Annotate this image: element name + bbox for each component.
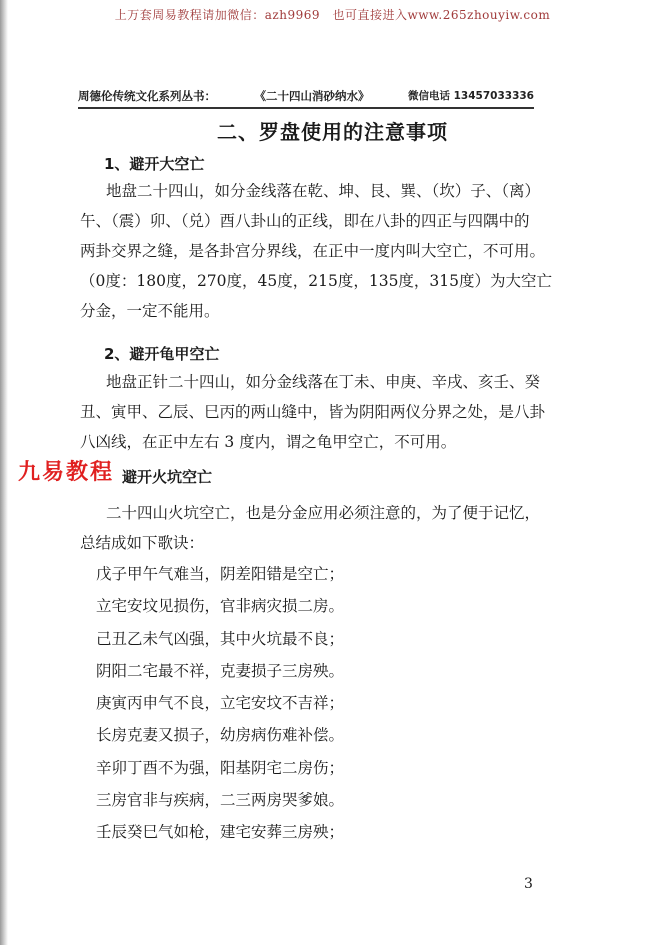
paragraph-line: 分金，一定不能用。: [80, 302, 220, 320]
section1-heading: 1、避开大空亡: [104, 155, 205, 173]
paragraph-line: 丑、寅甲、乙辰、巳丙的两山缝中，皆为阴阳两仪分界之处，是八卦: [80, 403, 546, 421]
section1-paragraph: [80, 176, 558, 326]
jiuyi-logo: 九易教程: [18, 460, 115, 485]
section2-paragraph: [80, 367, 558, 457]
page-title: 二、罗盘使用的注意事项: [217, 120, 448, 144]
verse-line: 庚寅丙申气不良，立宅安坟不吉祥；: [96, 694, 345, 713]
verse-line: 辛卯丁酉不为强，阳基阴宅二房伤；: [96, 758, 345, 777]
header-series: 周德伦传统文化系列丛书：: [78, 89, 216, 103]
header-phone: 微信电话 13457033336: [407, 90, 534, 102]
paragraph-line: （0度：180度，270度，45度，215度，135度，315度）为大空亡: [80, 272, 553, 290]
section3-paragraph: [80, 498, 558, 558]
verse-line: 长房克妻又损子，幼房病伤难补偿。: [96, 726, 345, 745]
paragraph-line: 午、（震）卯、（兑）酉八卦山的正线，即在八卦的四正与四隅中的: [80, 212, 530, 230]
verse-line: 戊子甲午气难当，阴差阳错是空亡；: [96, 565, 345, 583]
paragraph-line: 两卦交界之缝，是各卦宫分界线，在正中一度内叫大空亡，不可用。: [80, 242, 546, 260]
section3-heading: 避开火坑空亡: [122, 468, 213, 486]
paragraph-line: 地盘二十四山，如分金线落在乾、坤、艮、巽、（坎）子、（离）: [106, 182, 541, 200]
paragraph-line: 八凶线，在正中左右 3 度内，谓之龟甲空亡，不可用。: [80, 433, 457, 451]
verse-line: 阴阳二宅最不祥，克妻损子三房殃。: [96, 661, 345, 680]
verse-line: 三房官非与疾病，二三两房哭爹娘。: [96, 791, 345, 810]
verse-line: 立宅安坟见损伤，官非病灾损二房。: [96, 597, 345, 616]
verse-block: [96, 558, 344, 849]
paragraph-line: 二十四山火坑空亡，也是分金应用必须注意的，为了便于记忆，: [106, 504, 541, 522]
section2-heading: 2、避开龟甲空亡: [104, 345, 220, 363]
header-book-title: 《二十四山消砂纳水》: [254, 89, 370, 103]
verse-line: 壬辰癸巳气如枪，建宅安葬三房殃；: [96, 823, 345, 842]
paragraph-line: 总结成如下歌诀：: [80, 534, 205, 552]
verse-line: 己丑乙未气凶强，其中火坑最不良；: [96, 629, 345, 648]
watermark-text: 上万套周易教程请加微信：azh9969 也可直接进入www.265zhouyiw.com: [114, 8, 551, 22]
running-header: [78, 88, 534, 109]
paragraph-line: 地盘正针二十四山，如分金线落在丁未、申庚、辛戌、亥壬、癸: [106, 373, 541, 391]
page-number: 3: [524, 876, 533, 892]
